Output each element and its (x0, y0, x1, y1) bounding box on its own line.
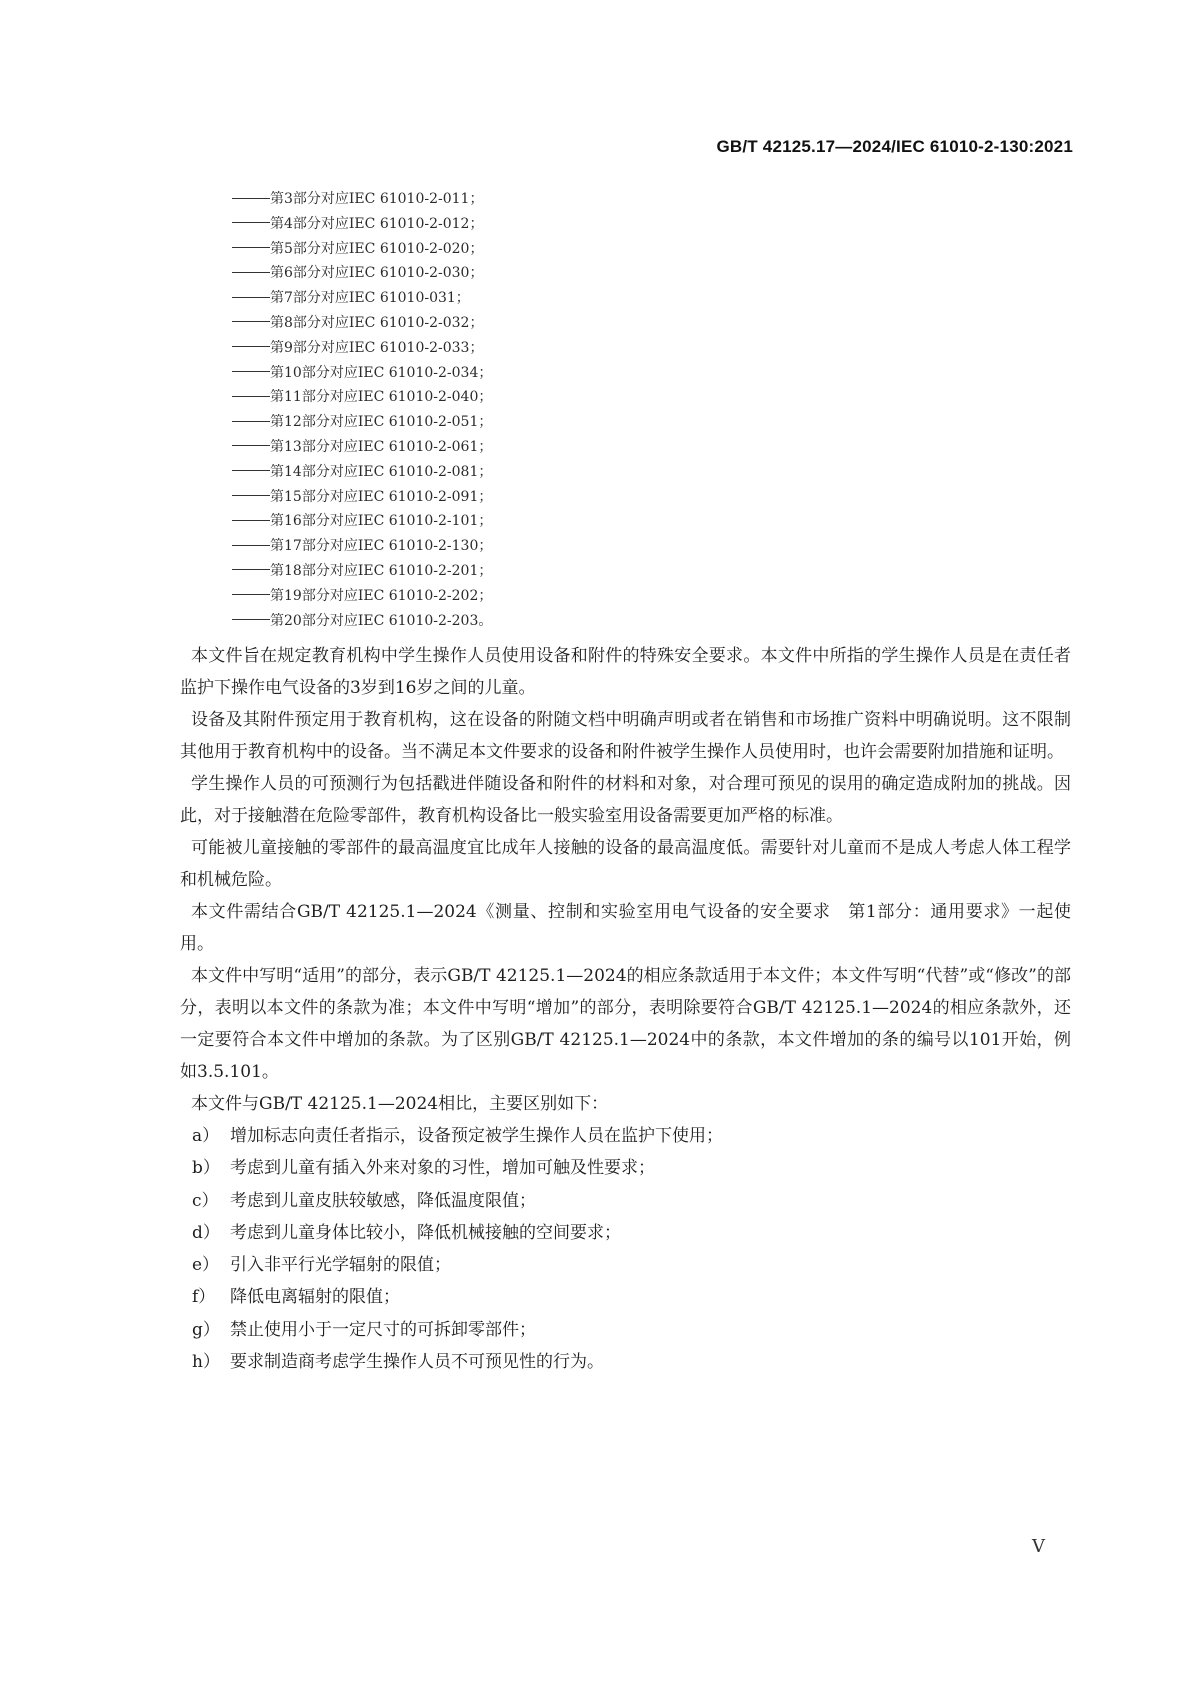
list-item: 第18部分对应IEC 61010-2-201； (232, 559, 492, 584)
dash-icon (232, 470, 270, 471)
standard-number-header: GB/T 42125.17—2024/IEC 61010-2-130:2021 (716, 137, 1073, 156)
dash-icon (232, 619, 270, 620)
list-item: 第11部分对应IEC 61010-2-040； (232, 385, 492, 410)
list-item: 第9部分对应IEC 61010-2-033； (232, 336, 492, 361)
dash-icon (232, 545, 270, 546)
list-item: 第19部分对应IEC 61010-2-202； (232, 584, 492, 609)
list-item: e） 引入非平行光学辐射的限值； (192, 1255, 451, 1276)
paragraph: 设备及其附件预定用于教育机构，这在设备的附随文档中明确声明或者在销售和市场推广资料中明确说明。这不限制其他用于教育机构中的设备。当不满足本文件要求的设备和附件被学生操作人员使用时，也许会需要附加措施和证明。 (180, 710, 1071, 762)
paragraph: 本文件与GB/T 42125.1—2024相比，主要区别如下： (191, 1094, 609, 1114)
dash-icon (232, 297, 270, 298)
list-item: h） 要求制造商考虑学生操作人员不可预见性的行为。 (192, 1352, 604, 1373)
document-body (180, 640, 1071, 1378)
list-item: 第3部分对应IEC 61010-2-011； (232, 187, 492, 212)
dash-icon (232, 371, 270, 372)
paragraph: 本文件需结合GB/T 42125.1—2024《测量、控制和实验室用电气设备的安全要求 第1部分：通用要求》一起使用。 (180, 902, 1071, 954)
list-item: g） 禁止使用小于一定尺寸的可拆卸零部件； (192, 1319, 536, 1340)
dash-icon (232, 198, 270, 199)
differences-list (180, 1120, 1071, 1378)
list-item: 第10部分对应IEC 61010-2-034； (232, 361, 492, 386)
list-item: 第6部分对应IEC 61010-2-030； (232, 261, 492, 286)
paragraph: 可能被儿童接触的零部件的最高温度宜比成年人接触的设备的最高温度低。需要针对儿童而不是成人考虑人体工程学和机械危险。 (180, 838, 1071, 890)
dash-icon (232, 321, 270, 322)
dash-icon (232, 569, 270, 570)
paragraph: 本文件中写明“适用”的部分，表示GB/T 42125.1—2024的相应条款适用于本文件；本文件写明“代替”或“修改”的部分，表明以本文件的条款为准；本文件中写明“增加”的部分，表明除要符合GB/T 42125.1—2024的相应条款外，还一定要符合本文件中增加的条款。为了区别GB/T 42125.1—2024中的条款，本文件增加的条的编号以101开始，例如3.5.101。 (180, 966, 1071, 1082)
list-item: 第5部分对应IEC 61010-2-020； (232, 237, 492, 262)
page-number: V (1032, 1536, 1045, 1557)
list-item: a） 增加标志向责任者指示，设备预定被学生操作人员在监护下使用； (192, 1126, 723, 1146)
dash-icon (232, 396, 270, 397)
dash-icon (232, 445, 270, 446)
list-item: 第4部分对应IEC 61010-2-012； (232, 212, 492, 237)
list-item: d） 考虑到儿童身体比较小，降低机械接触的空间要求； (192, 1222, 621, 1243)
list-item: 第12部分对应IEC 61010-2-051； (232, 410, 492, 435)
list-item: 第16部分对应IEC 61010-2-101； (232, 509, 492, 534)
dash-icon (232, 594, 270, 595)
list-item: b） 考虑到儿童有插入外来对象的习性，增加可触及性要求； (192, 1158, 655, 1179)
dash-icon (232, 421, 270, 422)
list-item: 第17部分对应IEC 61010-2-130； (232, 534, 492, 559)
list-item: 第8部分对应IEC 61010-2-032； (232, 311, 492, 336)
paragraph: 学生操作人员的可预测行为包括戳进伴随设备和附件的材料和对象，对合理可预见的误用的确定造成附加的挑战。因此，对于接触潜在危险零部件，教育机构设备比一般实验室用设备需要更加严格的标准。 (180, 774, 1071, 826)
paragraph: 本文件旨在规定教育机构中学生操作人员使用设备和附件的特殊安全要求。本文件中所指的学生操作人员是在责任者监护下操作电气设备的3岁到16岁之间的儿童。 (180, 646, 1071, 698)
dash-icon (232, 495, 270, 496)
list-item: 第13部分对应IEC 61010-2-061； (232, 435, 492, 460)
dash-icon (232, 346, 270, 347)
list-item: 第7部分对应IEC 61010-031； (232, 286, 492, 311)
dash-icon (232, 520, 270, 521)
dash-icon (232, 222, 270, 223)
dash-icon (232, 272, 270, 273)
list-item: 第20部分对应IEC 61010-2-203。 (232, 609, 492, 634)
list-item: 第14部分对应IEC 61010-2-081； (232, 460, 492, 485)
list-item: f） 降低电离辐射的限值； (192, 1287, 400, 1308)
list-item: 第15部分对应IEC 61010-2-091； (232, 485, 492, 510)
dash-icon (232, 247, 270, 248)
list-item: c） 考虑到儿童皮肤较敏感，降低温度限值； (192, 1190, 536, 1211)
parts-correspondence-list (232, 187, 492, 633)
